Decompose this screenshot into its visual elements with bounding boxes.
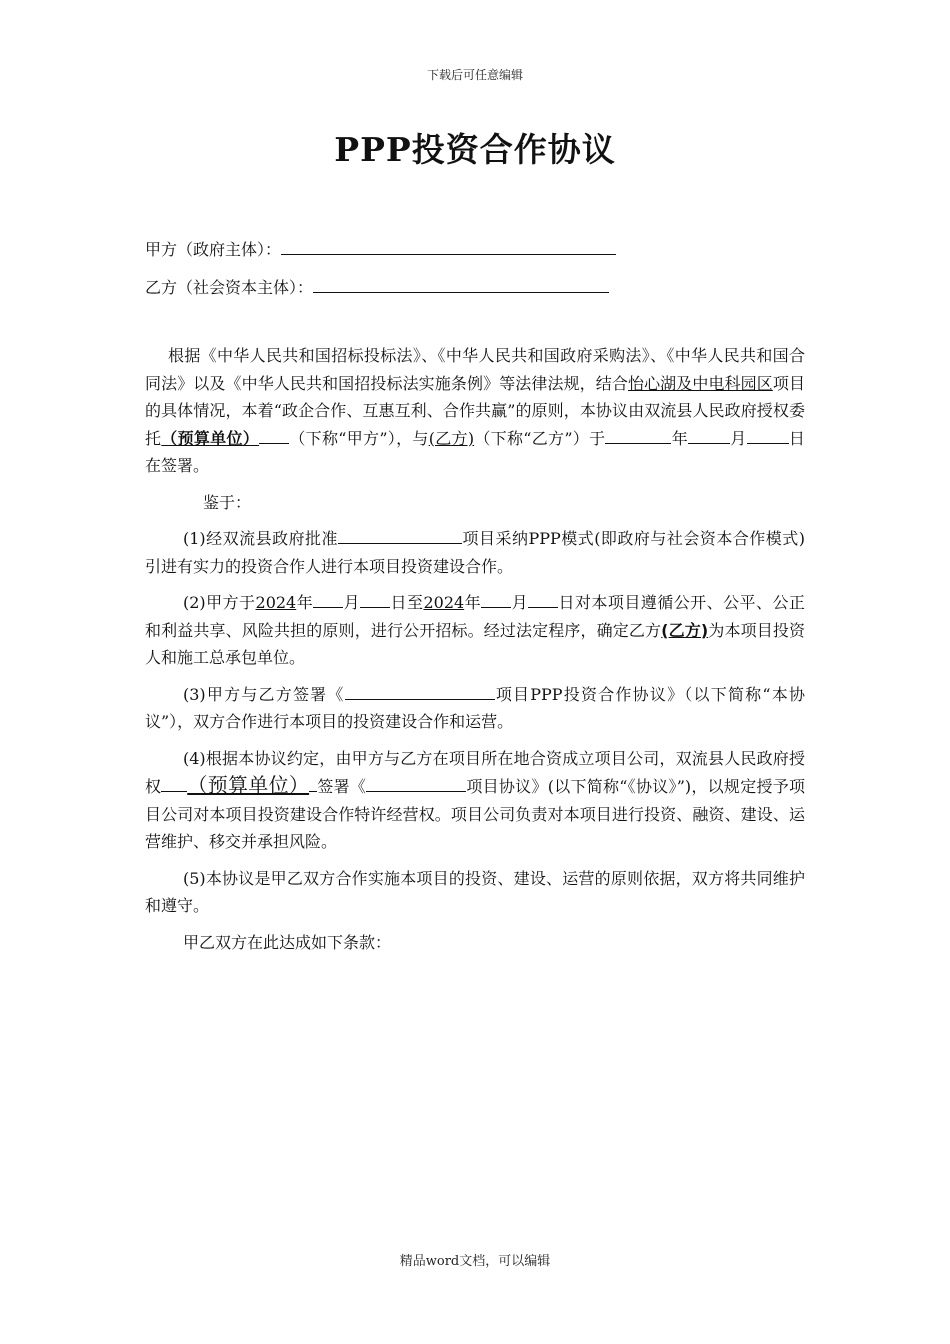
item-4-entrusted-unit: （预算单位） [187,773,310,797]
intro-paragraph: 根据《中华人民共和国招标投标法》、《中华人民共和国政府采购法》、《中华人民共和国合同法》以及《中华人民共和国招投标法实施条例》等法律法规，结合怡心湖及中电科园区项目的具体情况，本着“政企合作、互惠互利、合作共赢”的原则，本协议由双流县人民政府授权委托（预算单位） （下称“甲方”），与(乙方)（下称“乙方”）于 年 月 日在签署。 [145,346,805,475]
start-year: 2024 [255,593,297,612]
start-day-blank[interactable] [360,589,390,608]
entrusted-unit: （预算单位） [161,428,260,448]
document-body [145,342,805,956]
footer-note: 精品word文档，可以编辑 [399,1254,551,1269]
item-4-lead-blank[interactable] [161,773,187,792]
item-4: (4)根据本协议约定，由甲方与乙方在项目所在地合资成立项目公司，双流县人民政府授权 （预算单位） 签署《 项目协议》(以下简称“《协议》”)，以规定授予项目公司对本项目投资建设合作特许经营权。项目公司负责对本项目进行投资、融资、建设、运营维护、移交并承担风险。 [145,748,805,851]
party-a-row [145,236,616,262]
end-year: 2024 [423,593,465,612]
winning-party-b: (乙方) [661,620,709,640]
project-name: 怡心湖及中电科园区 [627,373,773,393]
item-4-trail-blank[interactable] [309,773,317,792]
whereas-label: 鉴于： [203,492,252,512]
sign-month-blank[interactable] [688,425,730,444]
start-month-blank[interactable] [313,589,343,608]
item-2: (2)甲方于2024年 月 日至2024年 月 日对本项目遵循公开、公平、公正和利益共享、风险共担的原则，进行公开招标。经过法定程序，确定乙方(乙方)为本项目投资人和施工总承包单位。 [145,589,805,672]
party-a-blank[interactable] [281,236,616,255]
sign-year-blank[interactable] [605,425,671,444]
item-3: (3)甲方与乙方签署《 项目PPP投资合作协议》（以下简称“本协议”），双方合作进行本项目的投资建设合作和运营。 [145,681,805,736]
party-b-blank[interactable] [313,274,609,293]
entrust-blank[interactable] [259,425,289,444]
end-month-blank[interactable] [481,589,511,608]
item-1-project-blank[interactable] [338,525,462,544]
party-b-row [145,274,609,300]
item-3-project-blank[interactable] [345,681,495,700]
closing-line: 甲乙双方在此达成如下条款： [183,932,392,952]
party-b-name: (乙方) [428,428,475,448]
document-title: PPP投资合作协议 [334,130,616,169]
end-day-blank[interactable] [528,589,558,608]
party-a-label: 甲方（政府主体）： [145,240,282,259]
item-1: (1)经双流县政府批准 项目采纳PPP模式(即政府与社会资本合作模式)引进有实力的投资合作人进行本项目投资建设合作。 [145,525,805,580]
item-4-project-blank[interactable] [366,773,466,792]
header-note: 下载后可任意编辑 [426,68,523,82]
party-b-label: 乙方（社会资本主体）： [145,278,314,297]
item-5: (5)本协议是甲乙双方合作实施本项目的投资、建设、运营的原则依据，双方将共同维护和遵守。 [145,868,805,915]
sign-day-blank[interactable] [747,425,789,444]
